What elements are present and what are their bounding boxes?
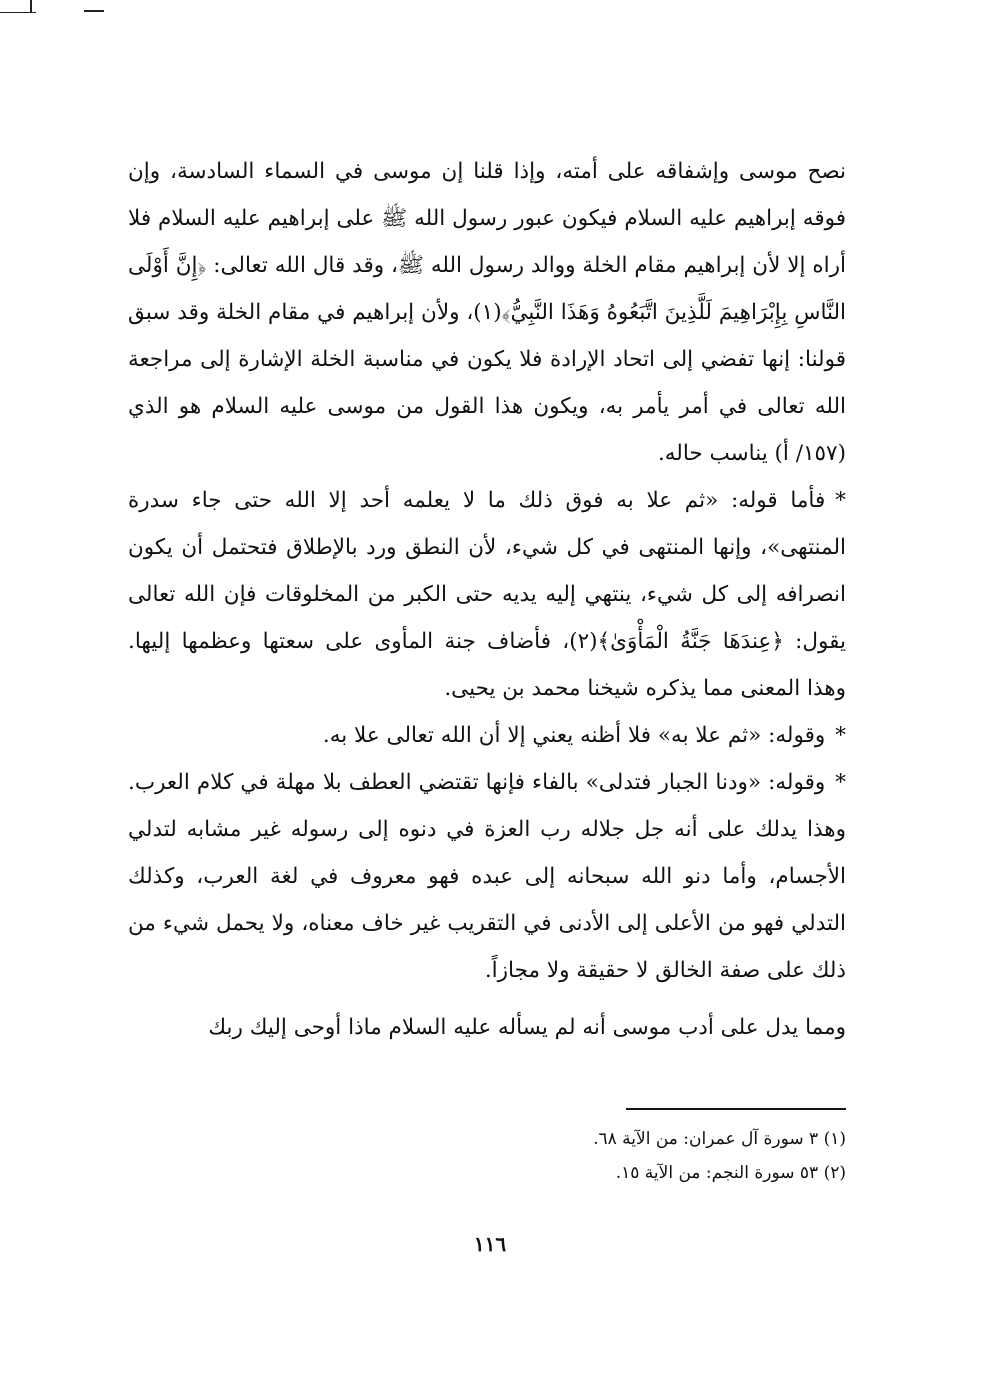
star-bullet-icon: *: [835, 488, 846, 513]
paragraph-text: فأما قوله: «ثم علا به فوق ذلك ما لا يعلمه أحد إلا الله حتى جاء سدرة المنتهى»، وإنها المنتهى في كل شيء، لأن النطق ورد بالإطلاق فتحتمل أن يكون انصرافه إلى كل شيء، ينتهي إليه يديه حتى الكبر من المخلوقات فإن الله تعالى يقول: ﴿عِندَهَا جَنَّةُ الْمَأْوَىٰ﴾(٢)، فأضاف جنة المأوى على سعتها وعظمها إليها. وهذا المعنى مما يذكره شيخنا محمد بن يحيى.: [128, 488, 846, 701]
paragraph: [128, 759, 846, 994]
footnotes: [400, 1122, 846, 1190]
star-bullet-icon: *: [835, 770, 846, 795]
corner-crop-mark: [30, 0, 32, 12]
footnote-1: (١) ٣ سورة آل عمران: من الآية ٦٨.: [593, 1129, 846, 1149]
paragraph: [128, 477, 846, 712]
paragraph-text: وقوله: «ثم علا به» فلا أظنه يعني إلا أن الله تعالى علا به.: [322, 723, 826, 748]
page-number: ١١٦: [473, 1232, 507, 1256]
paragraph: [128, 712, 846, 759]
paragraph: ومما يدل على أدب موسى أنه لم يسأله عليه السلام ماذا أوحى إليك ربك: [208, 1015, 846, 1040]
footnote-divider: [626, 1108, 846, 1110]
corner-crop-mark: [0, 12, 36, 13]
page-body: [128, 148, 846, 1051]
paragraph-text: وقوله: «ودنا الجبار فتدلى» بالفاء فإنها تقتضي العطف بلا مهلة في كلام العرب. وهذا يدلك على أنه جل جلاله رب العزة في دنوه إلى رسوله غير مشابه لتدلي الأجسام، وأما دنو الله سبحانه إلى عبده فهو معروف في لغة العرب، وكذلك التدلي فهو من الأعلى إلى الأدنى في التقريب غير خاف معناه، ولا يحمل شيء من ذلك على صفة الخالق لا حقيقة ولا مجازاً.: [128, 770, 846, 983]
corner-crop-mark: [84, 10, 104, 12]
star-bullet-icon: *: [835, 723, 846, 748]
paragraph: نصح موسى وإشفاقه على أمته، وإذا قلنا إن موسى في السماء السادسة، وإن فوقه إبراهيم عليه السلام فيكون عبور رسول الله ﷺ على إبراهيم عليه السلام فلا أراه إلا لأن إبراهيم مقام الخلة ووالد رسول الله ﷺ، وقد قال الله تعالى: ﴿إِنَّ أَوْلَى النَّاسِ بِإِبْرَاهِيمَ لَلَّذِينَ اتَّبَعُوهُ وَهَذَا النَّبِيُّ﴾(١)، ولأن إبراهيم في مقام الخلة وقد سبق قولنا: إنها تفضي إلى اتحاد الإرادة فلا يكون في مناسبة الخلة الإشارة إلى مراجعة الله تعالى في أمر يأمر به، ويكون هذا القول من موسى عليه السلام هو الذي (١٥٧/ أ) يناسب حاله.: [128, 159, 847, 466]
footnote-2: (٢) ٥٣ سورة النجم: من الآية ١٥.: [615, 1163, 846, 1183]
